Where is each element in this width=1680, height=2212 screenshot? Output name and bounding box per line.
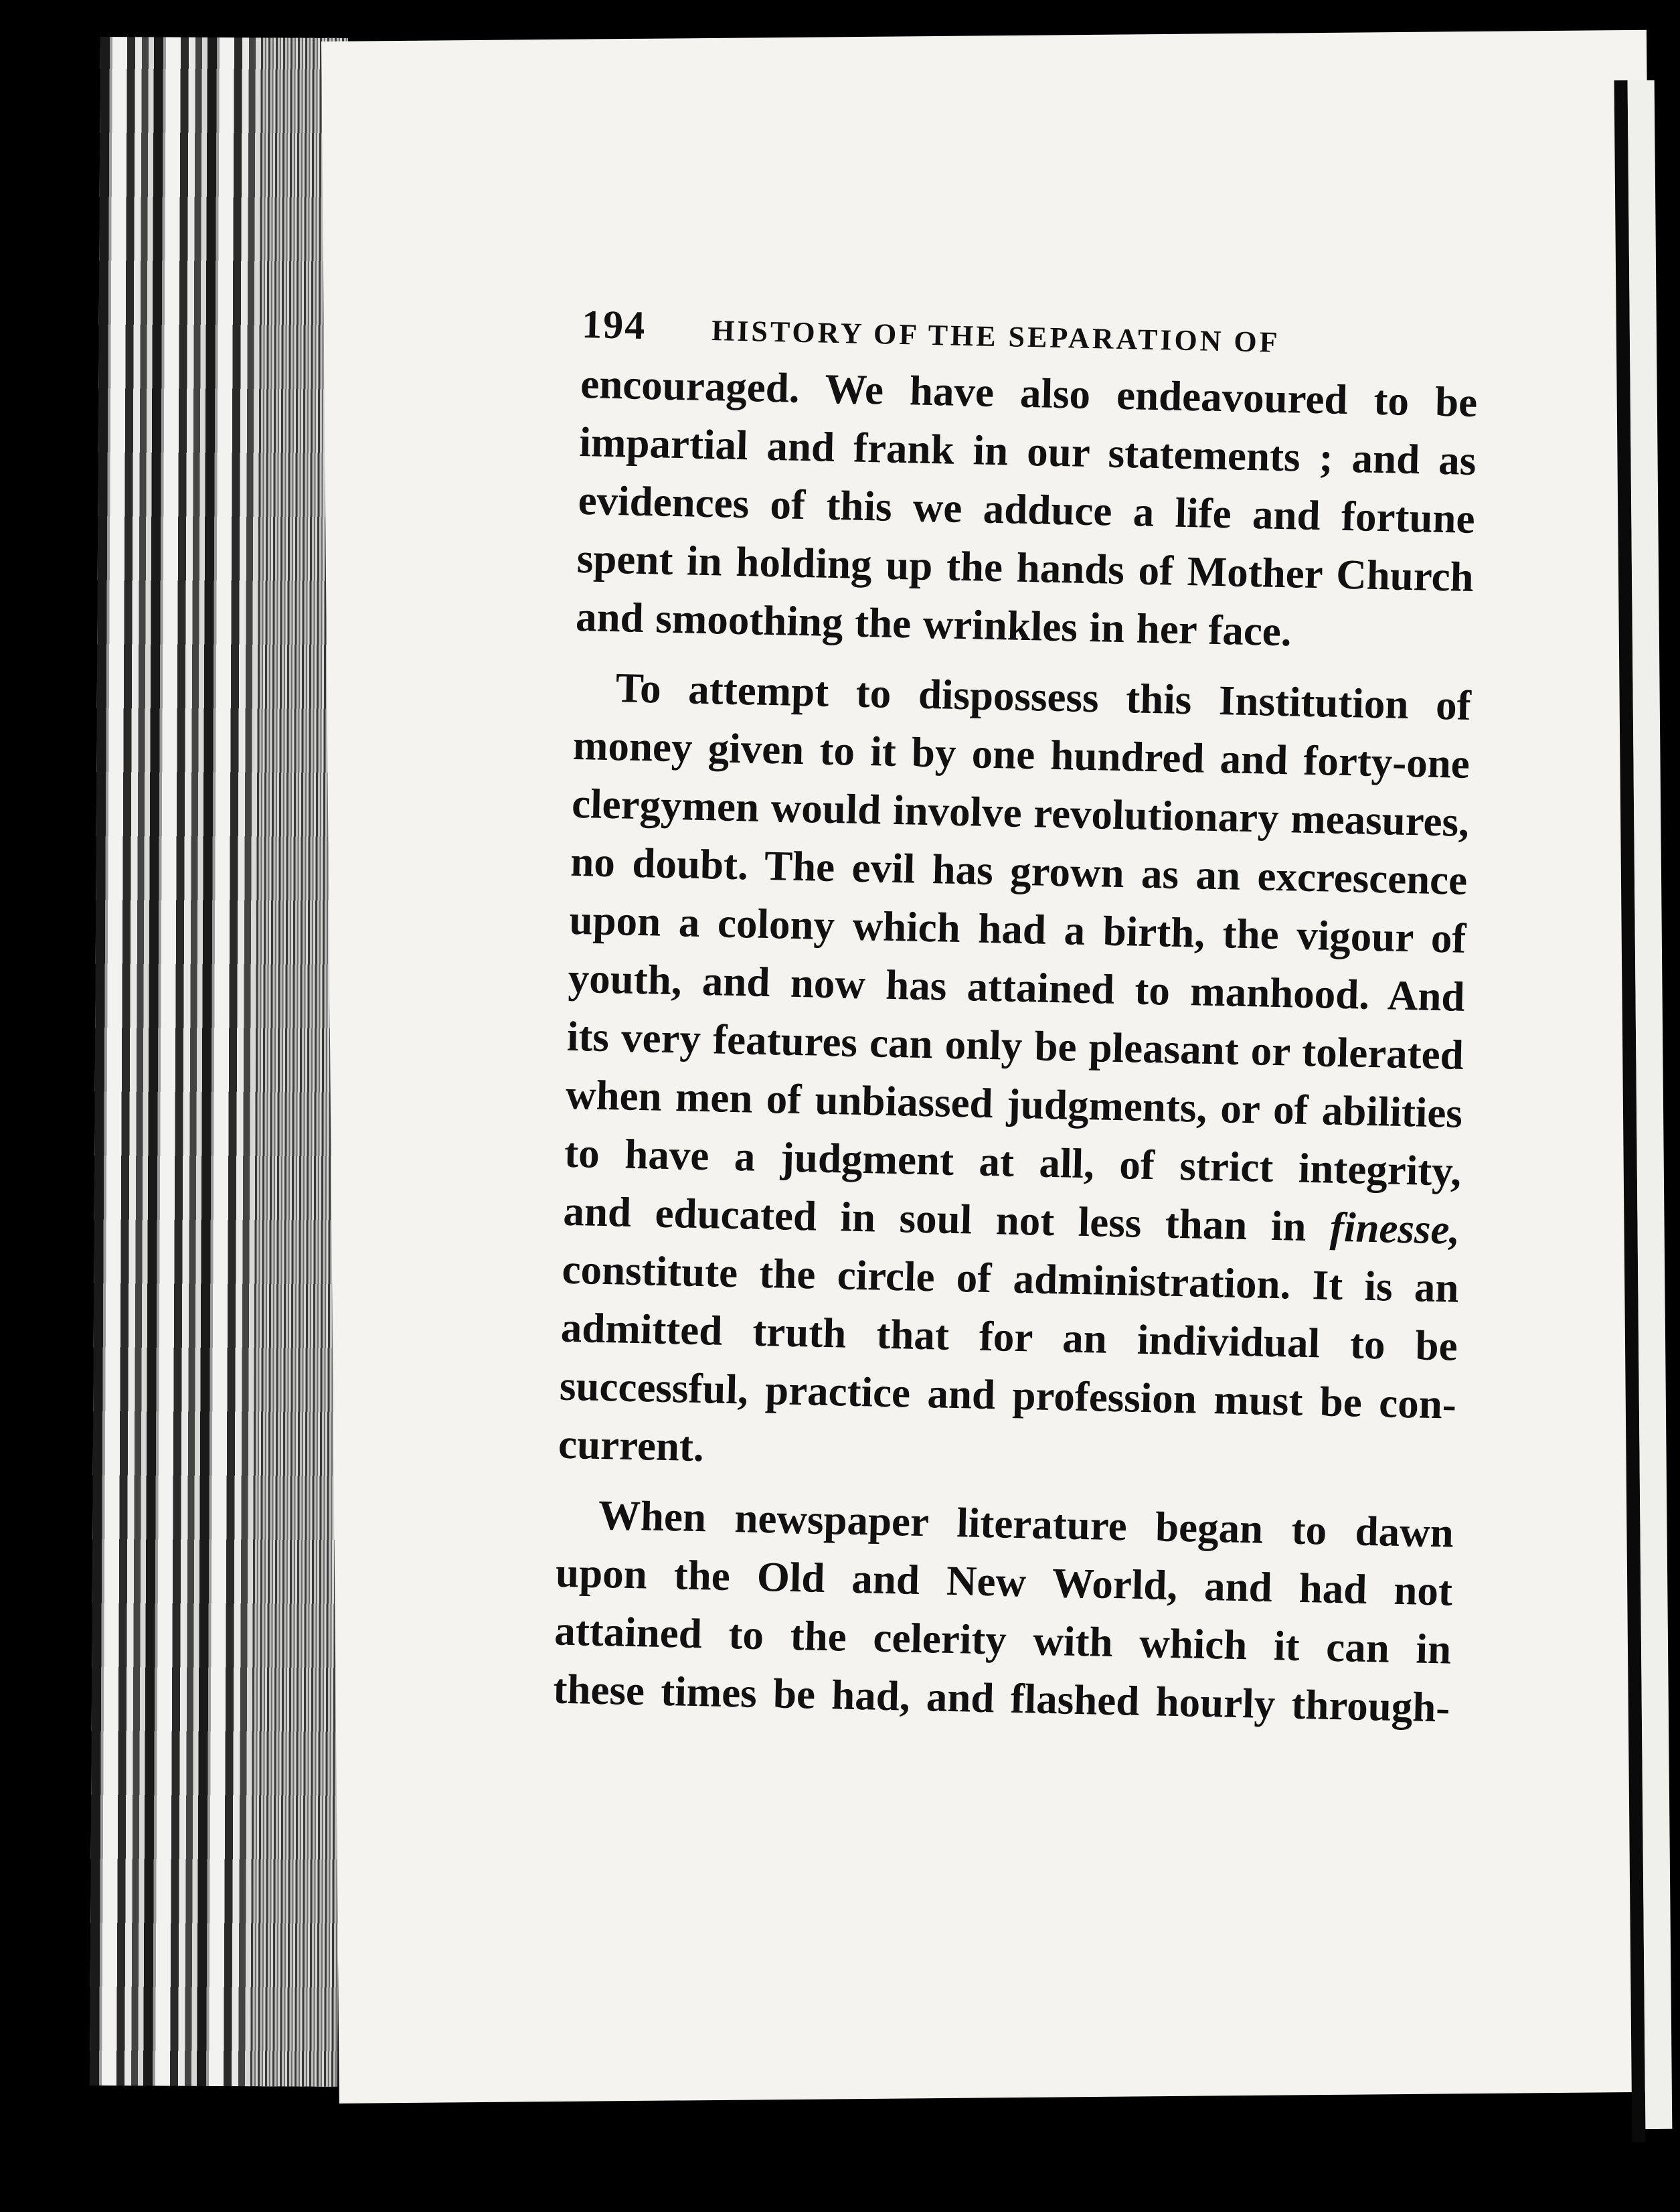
text-line: attained to the celerity with which it can in: [554, 1607, 1452, 1673]
text-line: constitute the circle of administration. It is an: [561, 1245, 1460, 1312]
text-line: youth, and now has attained to manhood. And: [568, 954, 1466, 1020]
running-title: HISTORY OF THE SEPARATION OF: [711, 314, 1281, 359]
text-segment: and educated in soul not less than in: [562, 1187, 1331, 1251]
page-text-block: [553, 301, 1479, 1737]
page-number: 194: [581, 301, 647, 347]
text-line: impartial and frank in our statements ; and as: [578, 418, 1477, 485]
text-line: successful, practice and profession must be con-: [559, 1362, 1457, 1428]
text-line: encouraged. We have also endeavoured to be: [580, 360, 1478, 426]
text-line: money given to it by one hundred and forty-one: [572, 721, 1471, 787]
text-line: no doubt. The evil has grown as an excrescence: [570, 838, 1468, 904]
text-line: current.: [558, 1420, 705, 1471]
text-line: these times be had, and flashed hourly through-: [552, 1665, 1451, 1731]
paragraph-3: [553, 1486, 1454, 1737]
text-line: To attempt to dispossess this Institution of: [615, 664, 1472, 729]
text-line: upon a colony which had a birth, the vigour of: [568, 896, 1467, 962]
paragraph-2: [558, 658, 1471, 1492]
text-line: When newspaper literature began to dawn: [598, 1491, 1454, 1557]
text-line: upon the Old and New World, and had not: [555, 1549, 1453, 1615]
book-page-edges: [90, 37, 348, 2087]
text-line: when men of unbiassed judgments, or of abilities: [565, 1071, 1463, 1137]
text-line: its very features can only be pleasant or tolerated: [566, 1012, 1464, 1079]
italic-word: finesse,: [1329, 1203, 1460, 1253]
text-line: spent in holding up the hands of Mother Church: [576, 534, 1475, 601]
text-line: and smoothing the wrinkles in her face.: [575, 592, 1292, 655]
text-line: admitted truth that for an individual to be: [560, 1304, 1458, 1370]
text-line: evidences of this we adduce a life and fortune: [578, 476, 1476, 542]
paragraph-1: [575, 355, 1478, 665]
text-line: to have a judgment at all, of strict integrity,: [564, 1129, 1462, 1195]
text-line: clergymen would involve revolutionary measures,: [571, 779, 1470, 846]
